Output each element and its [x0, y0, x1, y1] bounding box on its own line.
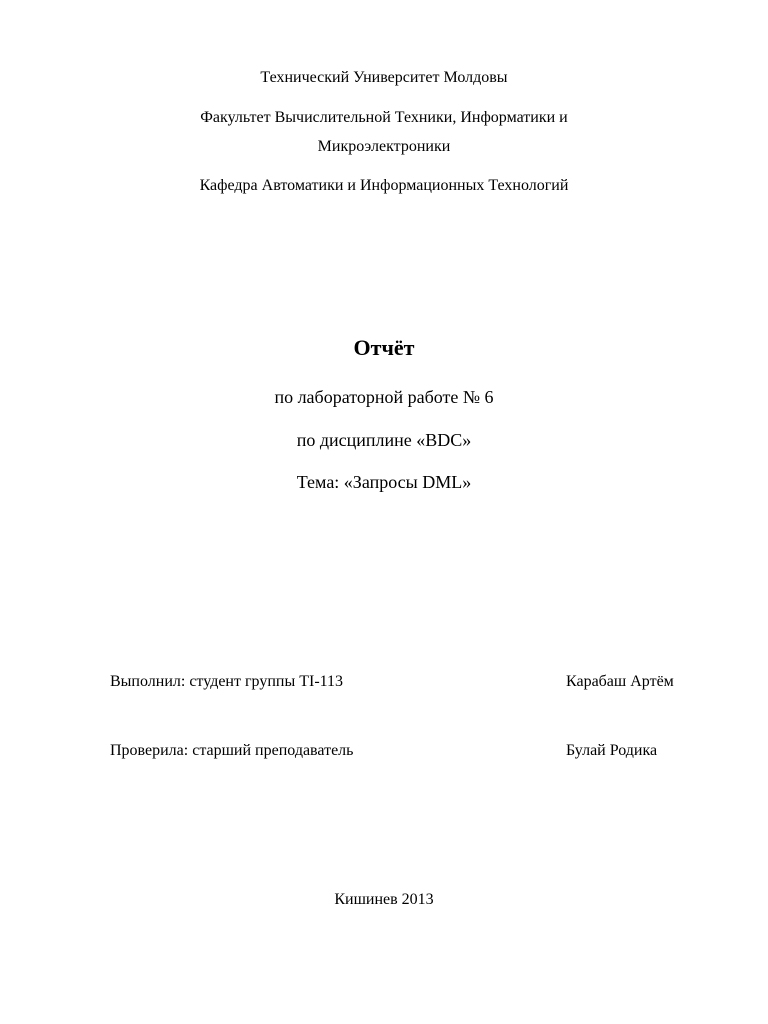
faculty-name-line2: Микроэлектроники [317, 138, 451, 155]
city-year: Кишинев 2013 [334, 891, 434, 908]
lab-work-line: по лабораторной работе № 6 [274, 387, 494, 407]
faculty-name-line1: Факультет Вычислительной Техники, Информатики и [200, 109, 568, 126]
topic-line: Тема: «Запросы DML» [296, 472, 472, 492]
department-name: Кафедра Автоматики и Информационных Технологий [199, 177, 569, 194]
checked-by-label: Проверила: старший преподаватель [110, 742, 354, 759]
discipline-line: по дисциплине «BDC» [296, 430, 472, 450]
performed-by-name: Карабаш Артём [566, 673, 674, 690]
university-name: Технический Университет Молдовы [260, 69, 508, 86]
checked-by-name: Булай Родика [566, 742, 658, 759]
performed-by-label: Выполнил: студент группы TI-113 [110, 673, 344, 690]
report-title: Отчёт [353, 335, 415, 360]
